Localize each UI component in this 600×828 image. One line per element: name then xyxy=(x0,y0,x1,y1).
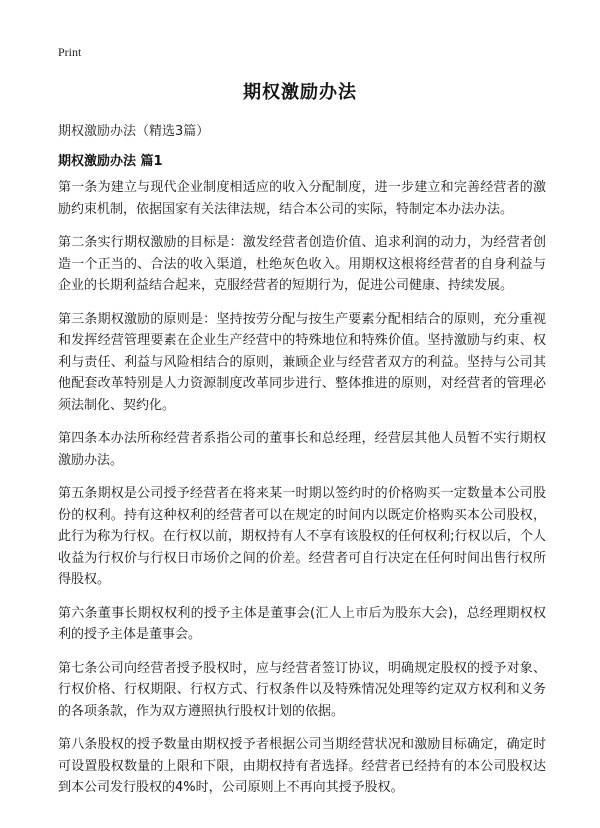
article-paragraph: 第一条为建立与现代企业制度相适应的收入分配制度，进一步建立和完善经营者的激励约束机制，依据国家有关法律法规，结合本公司的实际，特制定本办法办法。 xyxy=(58,180,546,217)
article-list xyxy=(58,177,546,811)
article-paragraph: 第四条本办法所称经营者系指公司的董事长和总经理，经营层其他人员暂不实行期权激励办法。 xyxy=(58,431,546,468)
article-paragraph: 第七条公司向经营者授予股权时，应与经营者签订协议，明确规定股权的授予对象、行权价格、行权期限、行权方式、行权条件以及特殊情况处理等约定双方权利和义务的各项条款，作为双方遵照执行股权计划的依据。 xyxy=(58,660,546,719)
article-paragraph: 第三条期权激励的原则是：坚持按劳分配与按生产要素分配相结合的原则，充分重视和发挥经营管理要素在企业生产经营中的特殊地位和特殊价值。坚持激励与约束、权利与责任、利益与风险相结合的原则，兼顾企业与经营者双方的利益。坚持与公司其他配套改革特别是人力资源制度改革同步进行、整体推进的原则，对经营者的管理必须法制化、契约化。 xyxy=(58,311,546,413)
print-link[interactable]: Print xyxy=(58,45,82,59)
page-title: 期权激励办法 xyxy=(243,82,357,103)
article-paragraph: 第八条股权的授予数量由期权授予者根据公司当期经营状况和激励目标确定，确定时可设置股权数量的上限和下限，由期权持有者选择。经营者已经持有的本公司股权达到本公司发行股权的4%时，公司原则上不再向其授予股权。 xyxy=(58,737,546,795)
section-heading: 期权激励办法 篇1 xyxy=(58,154,163,169)
article-paragraph: 第六条董事长期权权利的授予主体是董事会(汇人上市后为股东大会)，总经理期权权利的授予主体是董事会。 xyxy=(58,605,546,642)
article-paragraph: 第五条期权是公司授予经营者在将来某一时期以签约时的价格购买一定数量本公司股份的权利。持有这种权利的经营者可以在规定的时间内以既定价格购买本公司股权，此行为称为行权。在行权以前，期权持有人不享有该股权的任何权利;行权以后，个人收益为行权价与行权日市场价之间的价差。经营者可自行决定在任何时间出售行权所得股权。 xyxy=(58,486,546,587)
article-paragraph: 第二条实行期权激励的目标是：激发经营者创造价值、追求利润的动力，为经营者创造一个正当的、合法的收入渠道，杜绝灰色收入。用期权这根将经营者的自身利益与企业的长期利益结合起来，克服经营者的短期行为，促进公司健康、持续发展。 xyxy=(58,235,546,293)
document-subtitle: 期权激励办法（精选3篇） xyxy=(58,124,210,139)
